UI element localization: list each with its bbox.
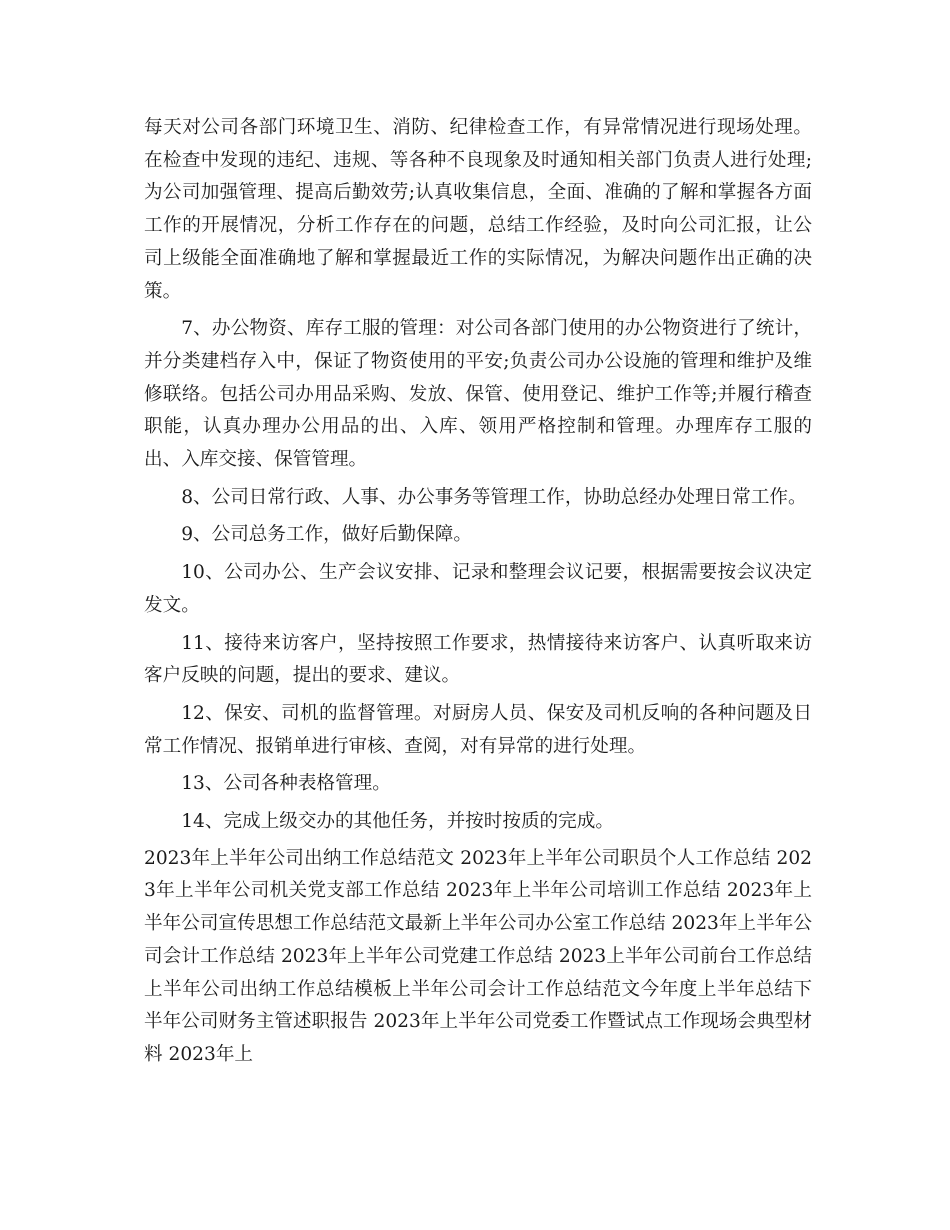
paragraph-item-10: 10、公司办公、生产会议安排、记录和整理会议记要，根据需要按会议决定发文。 xyxy=(144,562,812,616)
paragraph-item-11: 11、接待来访客户，坚持按照工作要求，热情接待来访客户、认真听取来访客户反映的问题，提出的要求、建议。 xyxy=(144,632,812,687)
document-page xyxy=(144,112,812,1072)
paragraph-item-13: 13、公司各种表格管理。 xyxy=(181,773,391,795)
paragraph-inspection: 每天对公司各部门环境卫生、消防、纪律检查工作，有异常情况进行现场处理。在检查中发现的违纪、违规、等各种不良现象及时通知相关部门负责人进行处理;为公司加强管理、提高后勤效劳;认真收集信息，全面、准确的了解和掌握各方面工作的开展情况，分析工作存在的问题，总结工作经验，及时向公司汇报，让公司上级能全面准确地了解和掌握最近工作的实际情况，为解决问题作出正确的决策。 xyxy=(144,117,812,302)
paragraph-item-12: 12、保安、司机的监督管理。对厨房人员、保安及司机反响的各种问题及日常工作情况、报销单进行审核、查阅，对有异常的进行处理。 xyxy=(144,702,812,757)
paragraph-item-8: 8、公司日常行政、人事、办公事务等管理工作，协助总经办处理日常工作。 xyxy=(181,486,807,508)
paragraph-item-9: 9、公司总务工作，做好后勤保障。 xyxy=(181,524,472,546)
paragraph-item-7: 7、办公物资、库存工服的管理：对公司各部门使用的办公物资进行了统计，并分类建档存入中，保证了物资使用的平安;负责公司办公设施的管理和维护及维修联络。包括公司办用品采购、发放、保管、使用登记、维护工作等;并履行稽查职能，认真办理办公用品的出、入库、领用严格控制和管理。办理库存工服的出、入库交接、保管管理。 xyxy=(144,318,812,471)
related-articles-text: 2023年上半年公司出纳工作总结范文 2023年上半年公司职员个人工作总结 2023年上半年公司机关党支部工作总结 2023年上半年公司培训工作总结 2023年上半年公司宣传思想工作总结范文最新上半年公司办公室工作总结 2023年上半年公司会计工作总结 2023年上半年公司党建工作总结 2023上半年公司前台工作总结上半年公司出纳工作总结模板上半年公司会计工作总结范文今年度上半年总结下半年公司财务主管述职报告 2023年上半年公司党委工作暨试点工作现场会典型材料 2023年上 xyxy=(144,847,812,1065)
paragraph-item-14: 14、完成上级交办的其他任务，并按时按质的完成。 xyxy=(181,811,614,833)
